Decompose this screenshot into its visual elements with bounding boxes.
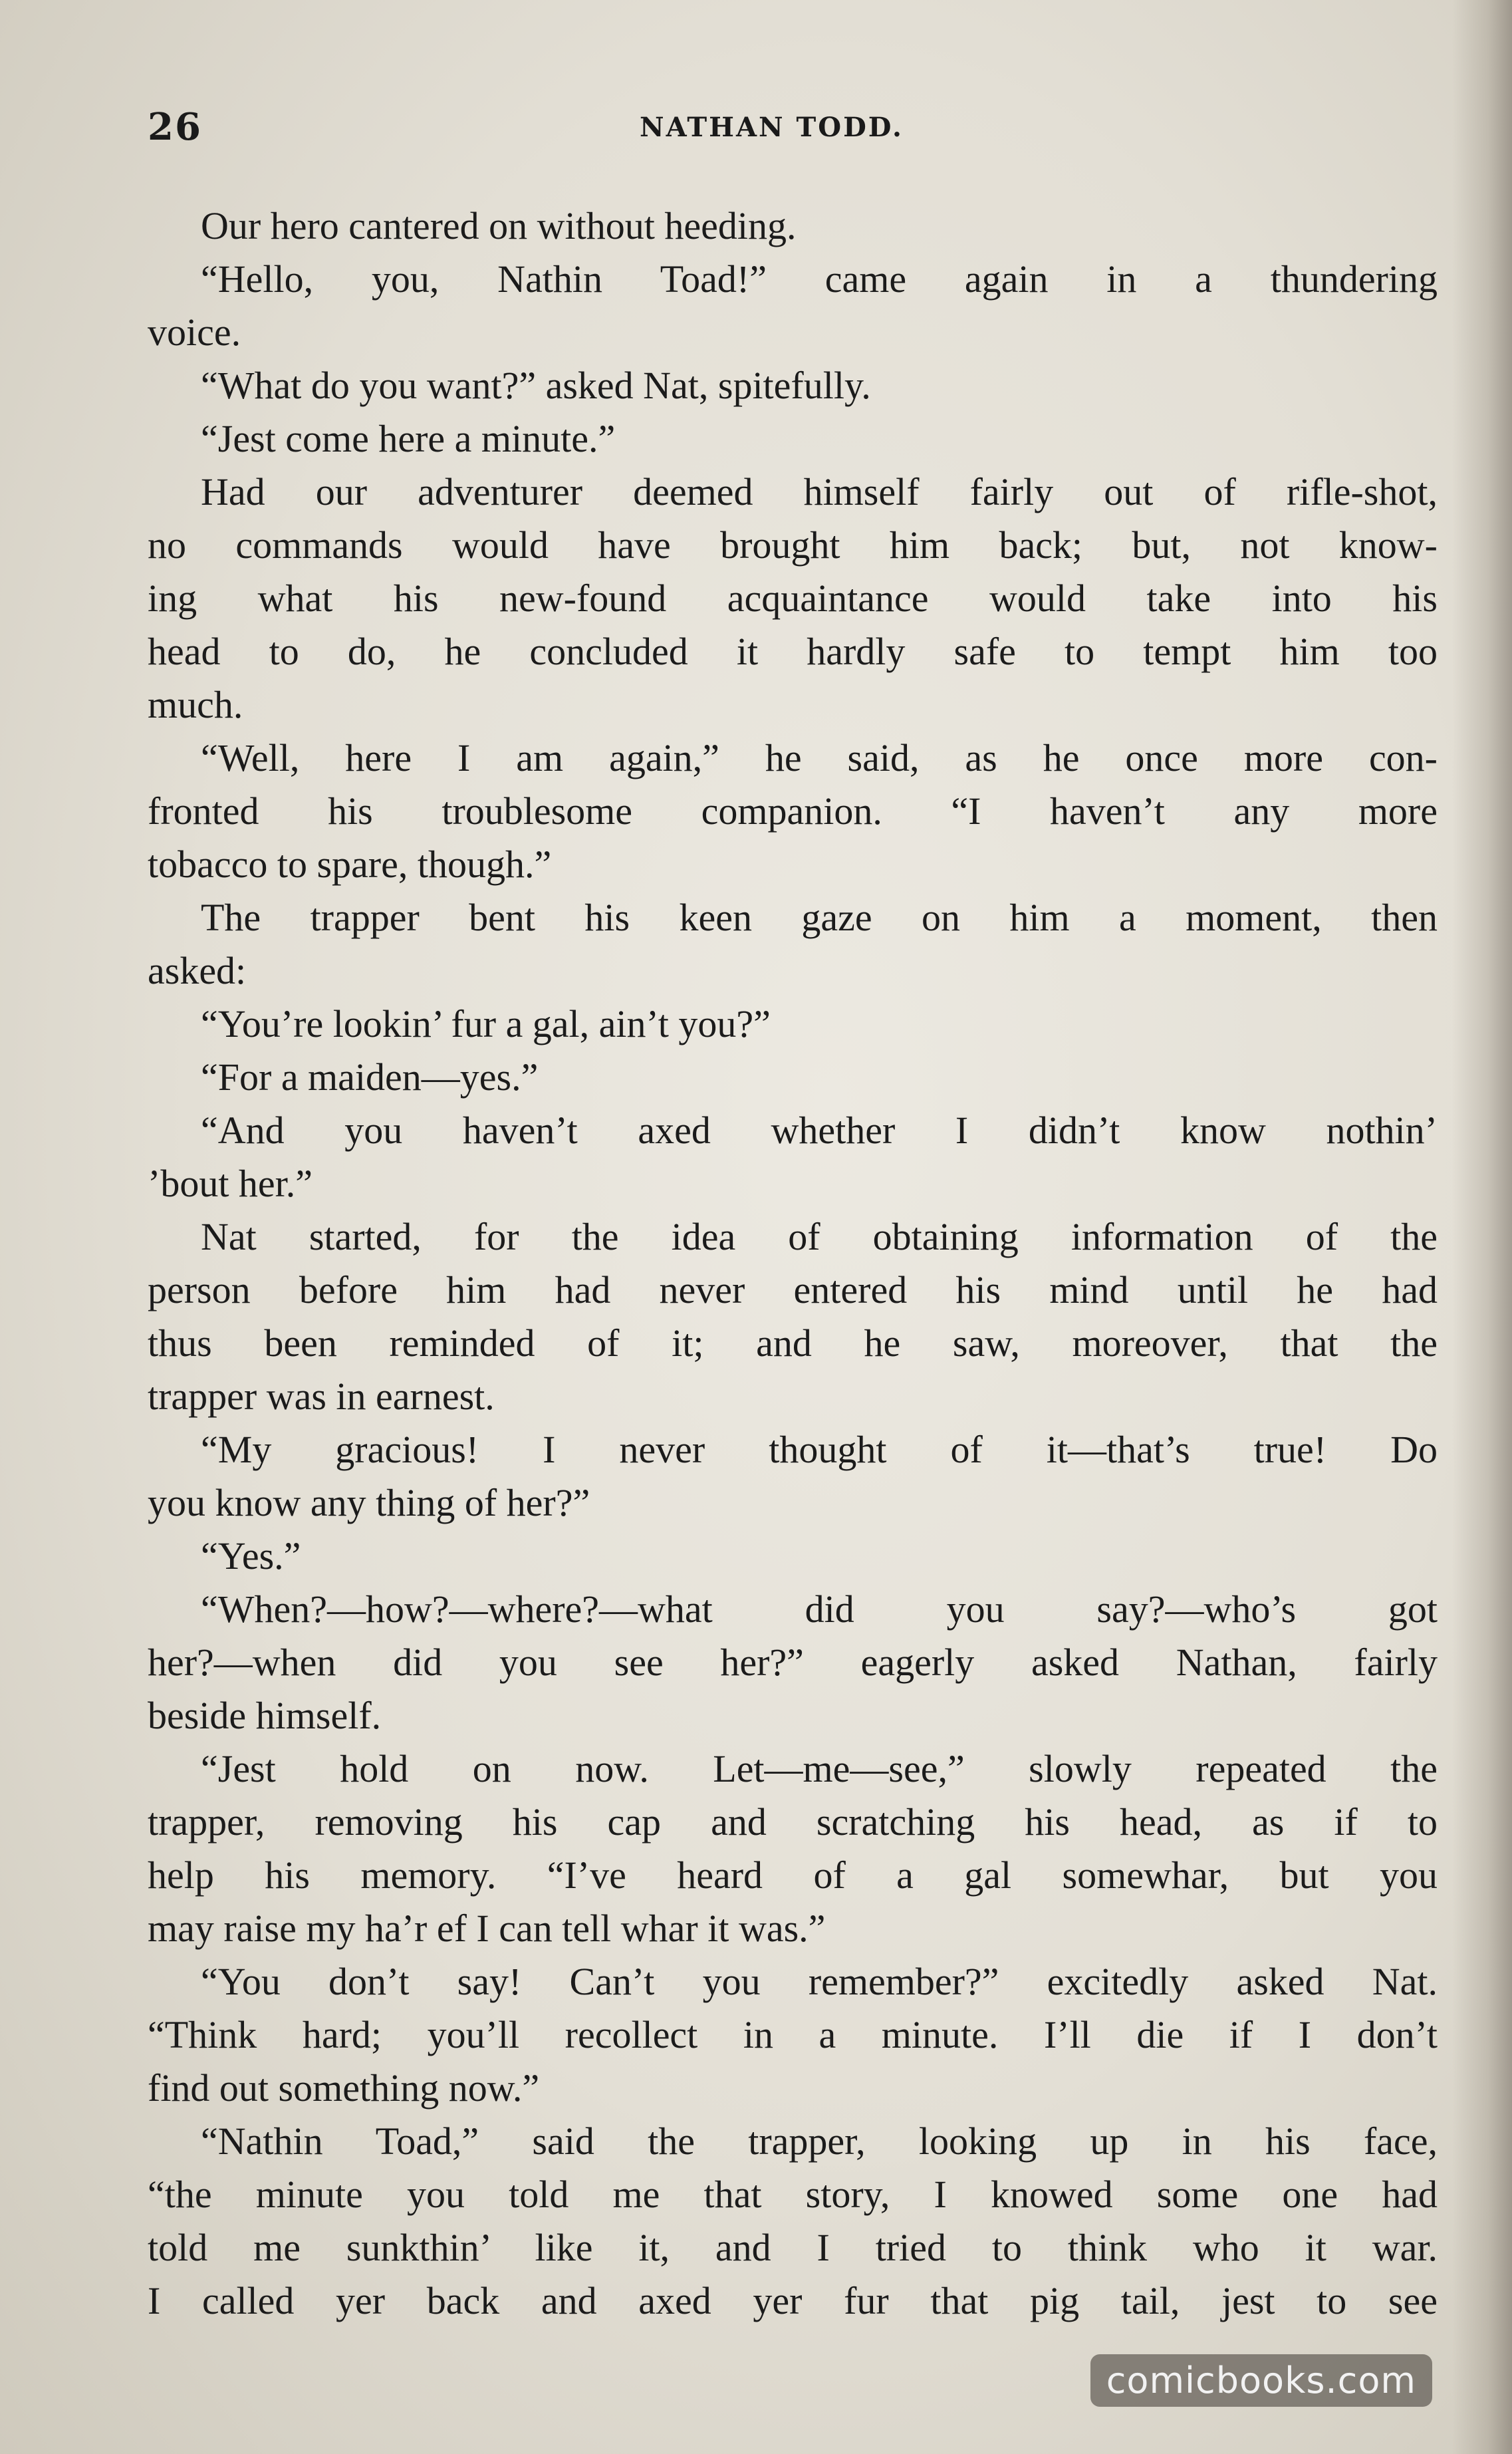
text-line: much.	[148, 683, 243, 726]
text-line: “You don’t say! Can’t you remember?” excitedly asked Nat.	[201, 1960, 1438, 2003]
text-line: “And you haven’t axed whether I didn’t know nothin’	[201, 1109, 1438, 1152]
running-head: NATHAN TODD.	[640, 112, 904, 143]
text-line: her?—when did you see her?” eagerly asked Nathan, fairly	[148, 1641, 1438, 1684]
text-line: find out something now.”	[148, 2066, 540, 2110]
text-line: trapper was in earnest.	[148, 1375, 495, 1418]
text-line: “My gracious! I never thought of it—that’s true! Do	[201, 1428, 1438, 1471]
text-line: The trapper bent his keen gaze on him a moment, then	[201, 896, 1438, 939]
text-line: voice.	[148, 311, 241, 354]
text-line: “When?—how?—where?—what did you say?—who’s got	[201, 1587, 1438, 1631]
text-line: “What do you want?” asked Nat, spitefully.	[201, 364, 871, 407]
text-line: tobacco to spare, though.”	[148, 843, 552, 886]
text-line: “Well, here I am again,” he said, as he once more con-	[201, 736, 1438, 779]
text-line: head to do, he concluded it hardly safe to tempt him too	[148, 630, 1438, 673]
text-line: thus been reminded of it; and he saw, moreover, that the	[148, 1321, 1438, 1365]
text-line: “Hello, you, Nathin Toad!” came again in a thundering	[201, 257, 1438, 301]
text-line: fronted his troublesome companion. “I haven’t any more	[148, 789, 1438, 833]
text-line: “Nathin Toad,” said the trapper, looking up in his face,	[201, 2119, 1438, 2163]
text-line: help his memory. “I’ve heard of a gal somewhar, but you	[148, 1853, 1438, 1897]
text-line: ing what his new-found acquaintance would take into his	[148, 577, 1438, 620]
page-edge-shadow	[1452, 0, 1512, 2454]
text-line: “the minute you told me that story, I knowed some one had	[148, 2173, 1438, 2216]
text-line: may raise my ha’r ef I can tell whar it was.”	[148, 1907, 826, 1950]
text-line: person before him had never entered his mind until he had	[148, 1268, 1438, 1311]
text-line: asked:	[148, 949, 247, 992]
text-line: “For a maiden—yes.”	[201, 1055, 539, 1099]
text-line: “Jest hold on now. Let—me—see,” slowly repeated the	[201, 1747, 1438, 1790]
text-line: Our hero cantered on without heeding.	[201, 204, 797, 247]
text-line: “Yes.”	[201, 1534, 301, 1577]
text-line: Had our adventurer deemed himself fairly out of rifle-shot,	[201, 470, 1438, 513]
text-line: you know any thing of her?”	[148, 1481, 590, 1524]
text-line: “You’re lookin’ fur a gal, ain’t you?”	[201, 1002, 771, 1045]
page-header	[148, 105, 1438, 158]
text-line: told me sunkthin’ like it, and I tried to think who it war.	[148, 2226, 1438, 2269]
body-text	[148, 200, 1438, 2328]
text-line: “Think hard; you’ll recollect in a minute. I’ll die if I don’t	[148, 2013, 1438, 2056]
text-line: ’bout her.”	[148, 1162, 313, 1205]
text-line: Nat started, for the idea of obtaining information of the	[201, 1215, 1438, 1258]
text-line: no commands would have brought him back; but, not know-	[148, 523, 1438, 567]
watermark: comicbooks.com	[1090, 2354, 1432, 2407]
text-line: “Jest come here a minute.”	[201, 417, 616, 460]
page-number: 26	[148, 105, 202, 149]
text-line: beside himself.	[148, 1694, 382, 1737]
text-line: trapper, removing his cap and scratching his head, as if to	[148, 1800, 1438, 1843]
text-line: I called yer back and axed yer fur that pig tail, jest to see	[148, 2279, 1438, 2322]
